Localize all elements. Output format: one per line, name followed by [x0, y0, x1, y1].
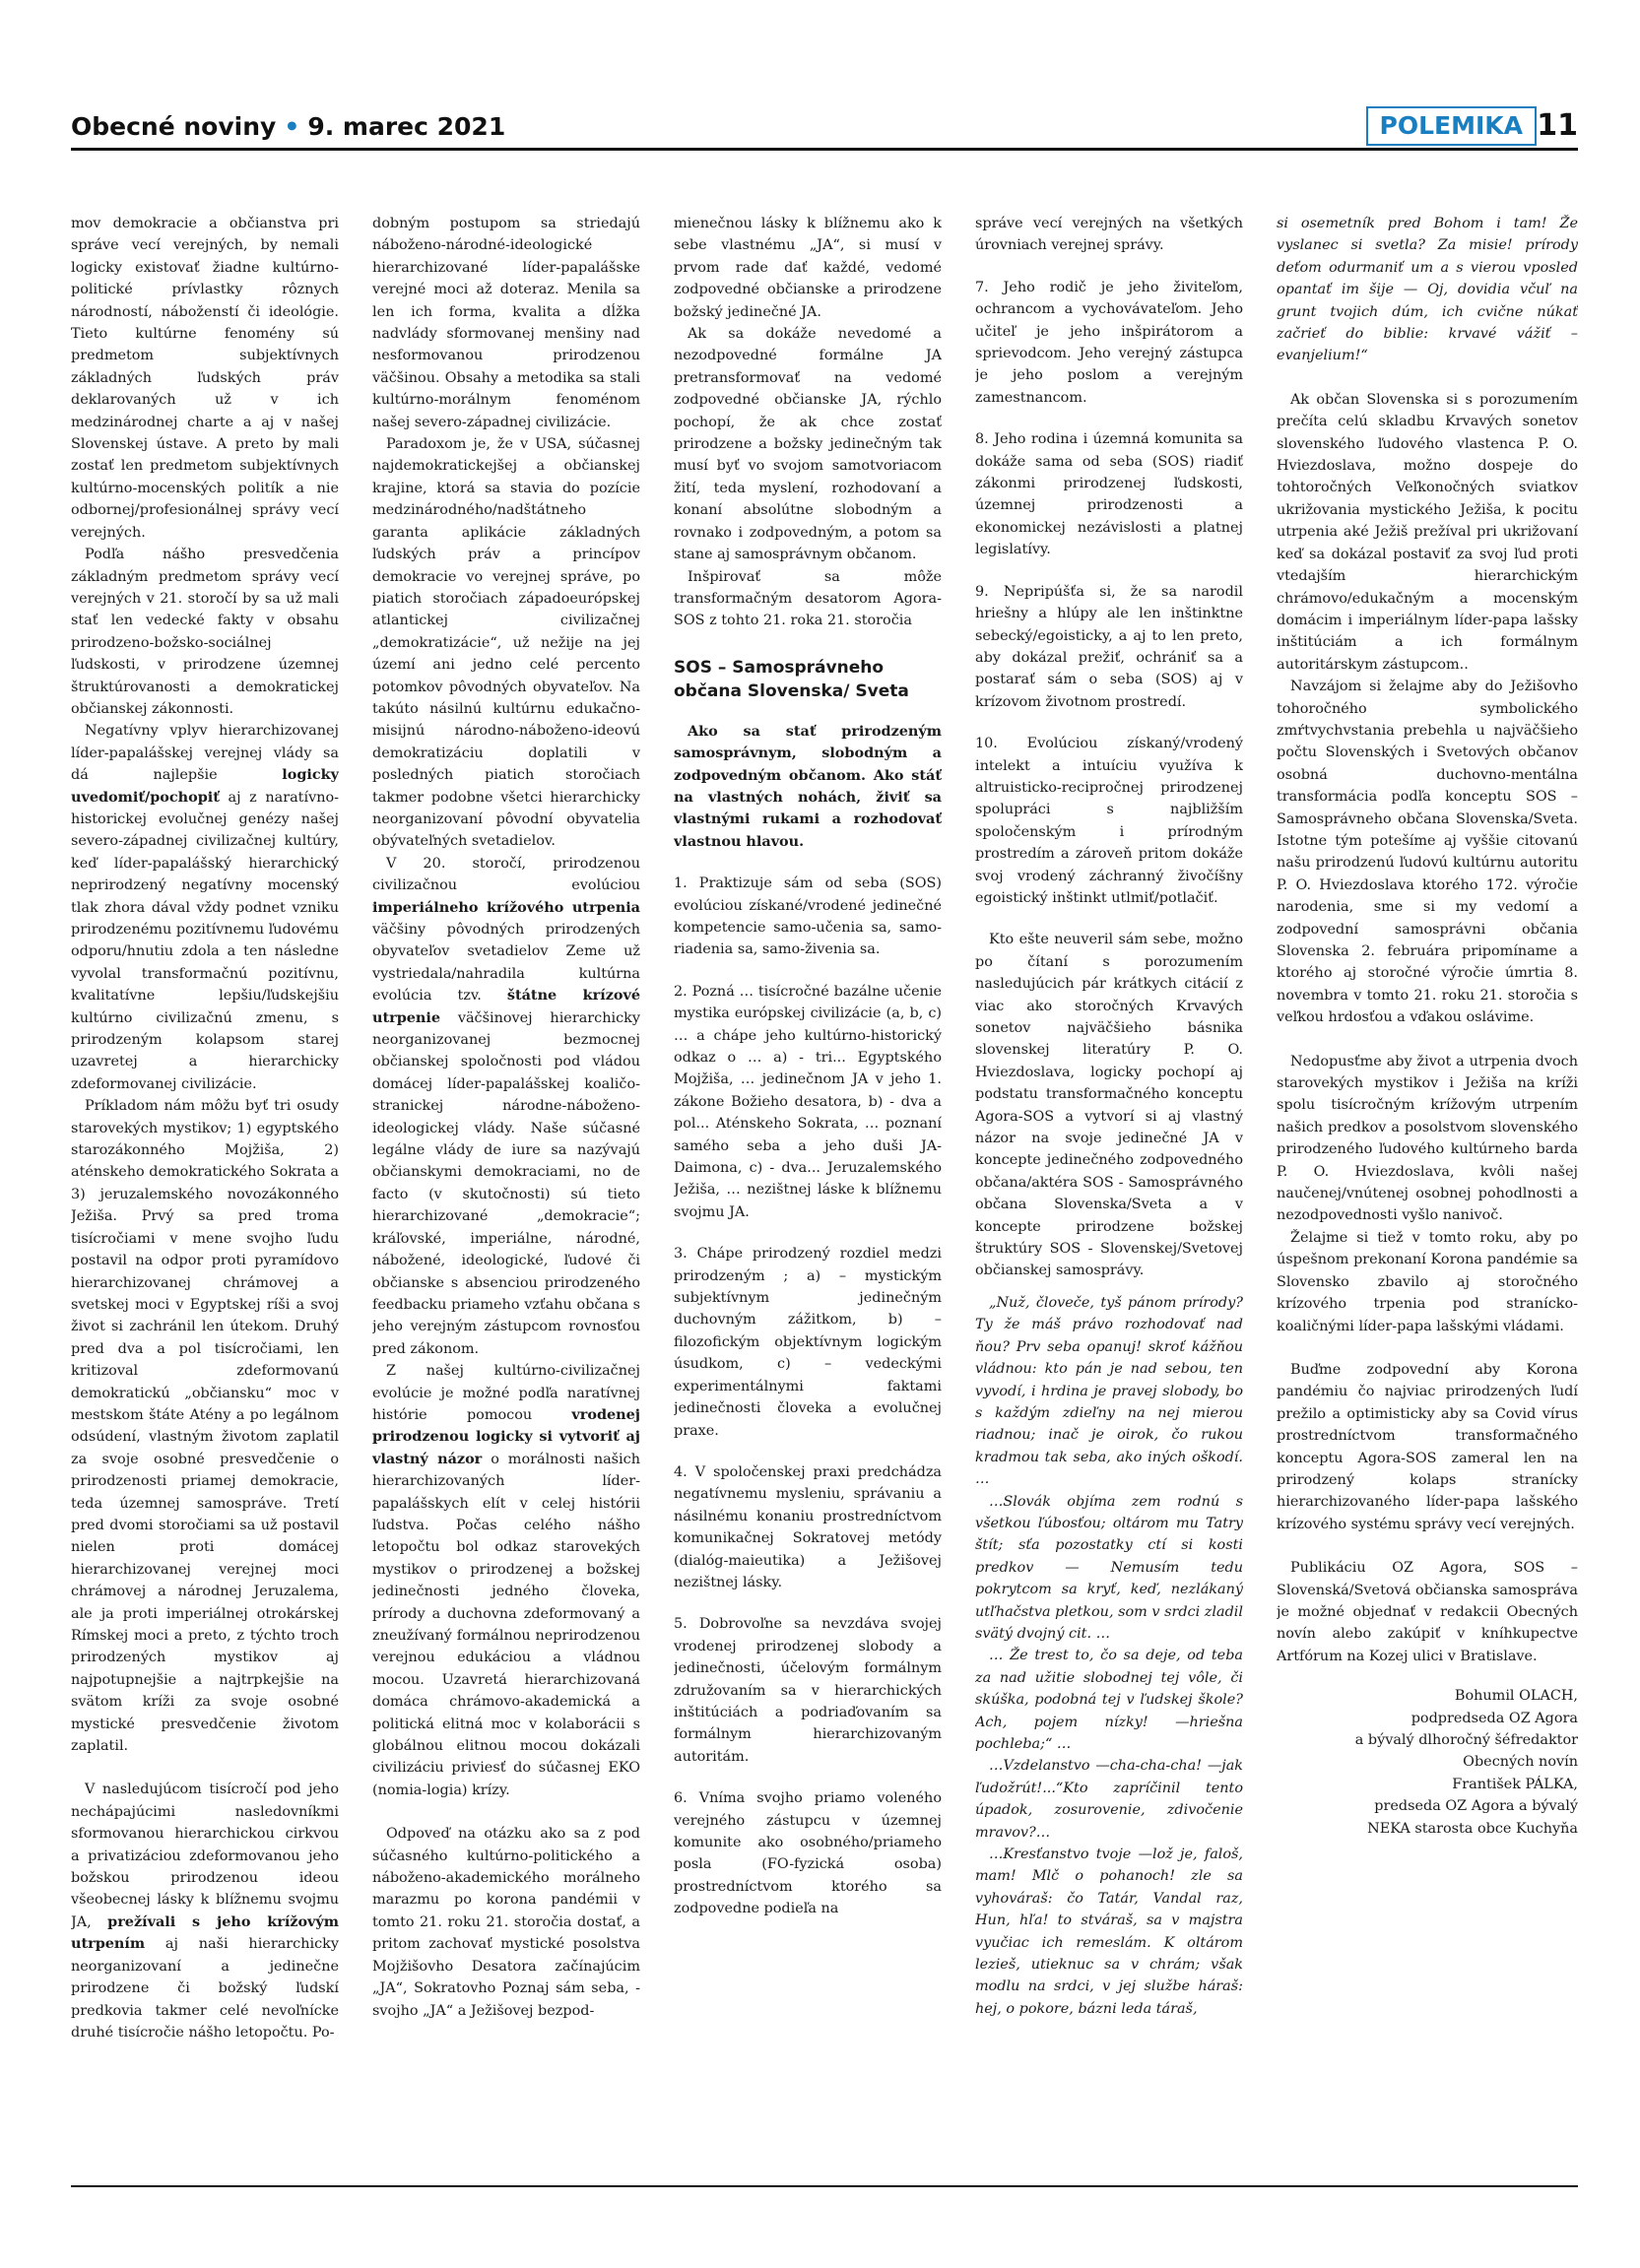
- list-item: 5. Dobrovoľne sa nevzdáva svojej vrodenej prirodzenej slobody a jedinečnosti, účelovým formálnym združovaním sa v hierarchických inštitúciách a podriaďovaním sa formálnym hierarchizovaným autoritám.: [674, 1616, 942, 1765]
- list-item: 8. Jeho rodina i územná komunita sa dokáže sama od seba (SOS) riadiť zákonmi prirodzenej ľudskosti, územnej prirodzenosti a ekonomickej nezávislosti a platnej legislatívy.: [975, 431, 1243, 558]
- list-item: správe vecí verejných na všetkých úrovniach verejnej správy.: [975, 216, 1243, 254]
- emphasis: štátne krízové utrpenie: [372, 987, 640, 1026]
- paragraph: Ak sa dokáže nevedomé a nezodpovedné formálne JA pretransformovať na vedomé zodpovedné občianske JA, rýchlo pochopí, že ak chce zostať prirodzene a božsky jedinečným tak musí byť vo svojom samotvoriacom žití, teda myslení, rozhodovaní a konaní absolútne slobodným a rovnako i zodpovedným, a potom sa stane aj samosprávnym občanom.: [674, 326, 942, 563]
- list-item: 9. Nepripúšťa si, že sa narodil hriešny a hlúpy ale len inštinktne sebecký/egoisticky, a aj to len preto, aby dokázal prežiť, ochrániť sa a postarať sám o seba (SOS) aj v krízovom životnom prostredí.: [975, 583, 1243, 710]
- bottom-rule: [71, 2185, 1578, 2187]
- quote: si osemetník pred Bohom i tam! Že vyslanec si svetla? Za misie! prírody deťom odurmaniť um a s vierou vposled opantať im šije — Oj, dovidia včuľ na grunt tvojich dúm, ich cvične núkať začrieť do biblie: krvavé vážiť – evanjelium!“: [1277, 216, 1578, 364]
- page-number: 11: [1537, 108, 1578, 143]
- signature-line: a bývalý dlhoročný šéfredaktor: [1354, 1732, 1578, 1748]
- quote: … Že trest to, čo sa deje, od teba za nad užitie slobodnej tej vôle, či skúška, podobná tej v ľudskej škole? Ach, pojem nízky! —hriešna pochleba;“ …: [975, 1648, 1243, 1752]
- paper-name: Obecné noviny: [71, 112, 277, 141]
- signature-line: Obecných novín: [1463, 1754, 1578, 1771]
- paragraph: V 20. storočí, prirodzenou civilizačnou evolúciou imperiálneho krížového utrpenia väčšiny pôvodných prirodzených obyvateľov svetadielov Zeme už vystriedala/nahradila kultúrna evolúcia tzv. štátne krízové utrpenie väčšinovej hierarchicky neorganizovanej bezmocnej občianskej spoločnosti pod vládou domácej líder-papalášskej koaličo-stranickej národne-náboženo-ideologickej vlády. Naše súčasné legálne vlády de iure sa nazývajú občianskymi demokraciami, no de facto (v skutočnosti) sú tieto hierarchizované „demokracie“; kráľovské, imperiálne, národné, nábožené, ideologické, ľudové či občianske s absenciou prirodzeného feedbacku priameho vzťahu občana s jeho verejným zástupcom rovnosťou pred zákonom.: [372, 855, 640, 1357]
- quote: „Nuž, človeče, tyš pánom prírody? Ty že máš právo rozhodovať nad ňou? Prv seba opanuj! skroť kážňou vládnou: kto pán je nad sebou, ten vyvodí, i hrdina je pravej slobody, bo s každým zdieľny na nej mierou riadnou; inač je oirok, čo rukou kradmou tak seba, ako iných oškodí. …: [975, 1294, 1243, 1488]
- paragraph: Z našej kultúrno-civilizačnej evolúcie je možné podľa naratívnej histórie pomocou vrodenej prirodzenou logicky si vytvoriť aj vlastný názor o morálnosti našich hierarchizovaných líder-papalášskych elít v celej histórii ľudstva. Počas celého nášho letopočtu bol odkaz starovekých mystikov o prirodzenej a božskej jedinečnosti jedného človeka, prírody a duchovna zdeformovaný a zneužívaný formálnou neprirodzenou verejnou edukáciou a vládnou mocou. Uzavretá hierarchizovaná domáca chrámovo-akademická a politická elitná moc v kolaborácii s globálnou elitnou mocou dokázali civilizáciu priviesť do súčasnej EKO (nomia-logia) krízy.: [372, 1363, 640, 1798]
- top-rule: [71, 148, 1578, 151]
- paragraph: dobným postupom sa striedajú náboženo-národné-ideologické hierarchizované líder-papalášske verejné moci až doteraz. Menila sa len ich forma, kvalita a dĺžka nadvlády sformovanej menšiny nad nesformovanou prirodzenou väčšinou. Obsahy a metodika sa stali kultúrno-morálnym fenoménom našej severo-západnej civilizácie.: [372, 216, 640, 430]
- paragraph: Paradoxom je, že v USA, súčasnej najdemokratickejšej a občianskej krajine, ktorá sa stavia do pozície medzinárodného/nadštátneho garanta aplikácie základných ľudských práv a princípov demokracie vo verejnej správe, po piatich storočiach západoeurópskej atlantickej civilizačnej „demokratizácie“, už nežije na jej území ani jedno celé percento potomkov pôvodných obyvateľov. Na takúto násilnú kultúrnu edukačno-misijnú národno-náboženo-ideovú demokratizáciu doplatili v posledných piatich storočiach takmer podobne všetci hierarchicky neorganizovaní pôvodní obyvatelia obývateľných svetadielov.: [372, 436, 640, 850]
- signature-line: František PÁLKA,: [1452, 1776, 1578, 1792]
- list-item: 6. Vníma svojho priamo voleného verejného zástupcu v územnej komunite ako osobného/priameho posla (FO-fyzická osoba) prostredníctvom ktorého sa zodpovedne podieľa na: [674, 1790, 942, 1917]
- list-item: 4. V spoločenskej praxi predchádza negatívnemu mysleniu, správaniu a násilnému konaniu prostredníctvom komunikačnej Sokratovej metódy (dialóg-maieutika) a Ježišovej nezištnej lásky.: [674, 1463, 942, 1590]
- signature-line: NEKA starosta obce Kuchyňa: [1367, 1820, 1578, 1837]
- separator-dot: •: [284, 112, 300, 141]
- section-label: POLEMIKA: [1366, 106, 1537, 146]
- paragraph: Navzájom si želajme aby do Ježišovho tohoročného symbolického zmŕtvychvstania prebehla u najväčšieho počtu Slovenských i Svetových občanov osobná duchovno-mentálna transformácia podľa konceptu SOS – Samosprávneho občana Slovenska/Sveta. Istotne tým potešíme aj vyššie citovanú našu prirodzenú ľudovú kultúrnu autoritu P. O. Hviezdoslava ktorého 172. výročie narodenia, sme si my vedomí a zodpovední samosprávni občania Slovenska 2. februára pripomíname a ktorého aj storočné výročie úmrtia 8. novembra v tomto 21. roku 21. storočia s veľkou hrdosťou a vďakou oslávime.: [1277, 679, 1578, 1026]
- paragraph: Ak občan Slovenska si s porozumením prečíta celú skladbu Krvavých sonetov slovenského ľudového vlastenca P. O. Hviezdoslava, možno dospeje do tohtoročných Veľkonočných sviatkov ukrižovania mystického Ježiša, k pocitu utrpenia aké Ježiš prežíval pri ukrižovaní keď sa dokázal postaviť za svoj ľud proti vtedajším hierarchickým chrámovo/edukačným a mocenským domácim i imperiálnym líder-papa lašsky inštitúciám a ich formálnym autoritárskym zástupcom..: [1277, 391, 1578, 673]
- signature-line: predseda OZ Agora a bývalý: [1374, 1798, 1578, 1815]
- paper-title: [71, 112, 505, 141]
- paragraph: Buďme zodpovední aby Korona pandémiu čo najviac prirodzených ľudí prežilo a optimisticky aby sa Covid vírus prostredníctvom transformačného konceptu Agora-SOS zameral len na prirodzený kolaps stranícky hierarchizovaného líder-papa lašského krízového systému správy vecí verejných.: [1277, 1361, 1578, 1532]
- paragraph: Nedopusťme aby život a utrpenia dvoch starovekých mystikov i Ježiša na kríži spolu tisícročným krížovým utrpením našich predkov a posolstvom slovenského prirodzeného ľudového kultúrneho barda P. O. Hviezdoslava, kvôli našej naučenej/vnútenej osobnej pohodlnosti a nezodpovednosti vyšlo nanivoč.: [1277, 1053, 1578, 1224]
- emphasis: logicky uvedomiť/pochopiť: [71, 766, 339, 806]
- quote: …Kresťanstvo tvoje —lož je, faloš, mam! Mlč o pohanoch! zle sa vyhováraš: čo Tatár, Vandal raz, Hun, hľa! to stváraš, sa v majstra vyučiac ich remeslám. K oltárom lezieš, utieknuc sa v chrám; však modlu na srdci, v jej službe háraš: hej, o pokore, bázni leda táraš,: [975, 1847, 1243, 2017]
- paragraph: Podľa nášho presvedčenia základným predmetom správy vecí verejných v 21. storočí by sa už mali stať len vedecké fakty v obsahu prirodzeno-božsko-sociálnej ľudskosti, v prirodzene územnej štruktúrovanosti a demokratickej občianskej zákonnosti.: [71, 547, 339, 717]
- list-item: 10. Evolúciou získaný/vrodený intelekt a intuíciu využíva k altruisticko-recipročnej prirodzenej spolupráci s najbližším spoločenským i prírodným prostredím a zároveň pritom dokáže svoj vrodený záchranný živočíšny egoistický inštinkt utlmiť/potlačiť.: [975, 736, 1243, 906]
- paragraph: Publikáciu OZ Agora, SOS – Slovenská/Svetová občianska samospráva je možné objednať v redakcii Obecných novín alebo zakúpiť v kníhkupectve Artfórum na Kozej ulici v Bratislave.: [1277, 1560, 1578, 1664]
- emphasis: prežívali s jeho krížovým utrpením: [71, 1912, 339, 1953]
- emphasis: vrodenej prirodzenou logicky si vytvoriť aj vlastný názor: [372, 1405, 640, 1467]
- paragraph: Negatívny vplyv hierarchizovanej líder-papalášskej verejnej vlády sa dá najlepšie logicky uvedomiť/pochopiť aj z naratívno-historickej evolučnej genézy našej severo-západnej civilizačnej kultúry, keď líder-papalášský hierarchický neprirodzený negatívny mocenský tlak zhora dával vždy podnet vzniku prirodzenému pozitívnemu ľudovému odporu/hnutiu zdola a ten následne vyvolal transformačnú pozitívnu, kvalitatívne lepšiu/ľudskejšiu kultúrno civilizačnú zmenu, s prirodzeným kolapsom starej uzavretej a hierarchicky zdeformovanej civilizácie.: [71, 723, 339, 1092]
- lead-paragraph: Ako sa stať prirodzeným samosprávnym, slobodným a zodpovedným občanom. Ako stáť na vlastných nohách, živiť sa vlastnými rukami a rozhodovať vlastnou hlavou.: [674, 722, 942, 850]
- signature-line: Bohumil OLACH,: [1454, 1688, 1578, 1705]
- list-item: 2. Pozná … tisícročné bazálne učenie mystika európskej civilizácie (a, b, c) … a chápe jeho kultúrno-historický odkaz o … a) - tri... Egyptského Mojžiša, … jedinečnom JA v jeho 1. zákone Božieho desatora, b) - dva a pol... Aténskeho Sokrata, … poznaní samého seba a jeho duši JA-Daimona, c) - dva... Jeruzalemského Ježiša, … nezištnej láske k blížnemu svojmu JA.: [674, 983, 942, 1220]
- paragraph: Želajme si tiež v tomto roku, aby po úspešnom prekonaní Korona pandémie sa Slovensko zbavilo aj storočného krízového trpenia pod stranícko-koaličnými líder-papa lašskými vládami.: [1277, 1229, 1578, 1334]
- list-item: 1. Praktizuje sám od seba (SOS) evolúciou získané/vrodené jedinečné kompetencie samo-učenia sa, samo-riadenia sa, samo-živenia sa.: [674, 875, 942, 958]
- column-1: [71, 213, 339, 2177]
- paragraph: Príkladom nám môžu byť tri osudy starovekých mystikov; 1) egyptského starozákonného Mojžiša, 2) aténskeho demokratického Sokrata a 3) jeruzalemského novozákonného Ježiša. Prvý sa pred troma tisícročiami v mene svojho ľudu postavil na odpor proti pyramídovo hierarchizovanej chrámovej a svetskej moci v Egyptskej ríši a svoj život si zachránil len útekom. Druhý pred dva a pol tisícročiami, len kritizoval zdeformovanú demokratickú „občiansku“ moc v mestskom štáte Atény a po legálnom odsúdení, vlastným životom zaplatil za svoje osobné presvedčenie o prirodzenosti priamej demokracie, teda územnej samospráve. Tretí pred dvomi storočiami sa už postavil nielen proti domácej hierarchizovanej verejnej moci chrámovej a národnej Jeruzalema, ale ja proti imperiálnej otrokárskej Rímskej moci a preto, z týchto troch prirodzených mystikov aj najpotupnejšie a najtrpkejšie na svätom kríži za svoje osobné mystické presvedčenie životom zaplatil.: [71, 1098, 339, 1755]
- paragraph: mienečnou lásky k blížnemu ako k sebe vlastnému „JA“, si musí v prvom rade dať každé, vedomé zodpovedné občianske a prirodzene božský jedinečné JA.: [674, 216, 942, 320]
- column-2: [372, 213, 640, 2177]
- column-3: [674, 213, 942, 2177]
- paragraph: Inšpirovať sa môže transformačným desatorom Agora-SOS z tohto 21. roka 21. storočia: [674, 568, 942, 629]
- paragraph: V nasledujúcom tisícročí pod jeho nechápajúcimi nasledovníkmi sformovanou hierarchickou cirkvou a privatizáciou zdeformovanou jeho božskou prirodzenou ideou všeobecnej lásky k blížnemu svojmu JA, prežívali s jeho krížovým utrpením aj naši hierarchicky neorganizovaní a jedinečne prirodzene či božský ľudskí predkovia takmer celé nevoľnícke druhé tisícročie nášho letopočtu. Po-: [71, 1782, 339, 2041]
- quote: …Slovák objíma zem rodnú s všetkou ľúbosťou; oltárom mu Tatry štít; sťa pozostatky ctí si kosti predkov — Nemusím tedu pokrytcom sa kryť, keď, nezlákaný utľhačstva pletkou, som v srdci zladil svätý dvojný cit. …: [975, 1493, 1243, 1642]
- paragraph: mov demokracie a občianstva pri správe vecí verejných, by nemali logicky existovať žiadne kultúrno-politické prívlastky rôznych národností, náboženstí či ideológie. Tieto kultúrne fenomény sú predmetom subjektívnych základných ľudských práv deklarovaných už v ich medzinárodnej charte a aj v našej Slovenskej ústave. A preto by mali zostať len predmetom subjektívnych kultúrno-mocenských politík a nie odbornej/profesionálnej správy vecí verejných.: [71, 216, 339, 541]
- list-item: 7. Jeho rodič je jeho živiteľom, ochrancom a vychovávateľom. Jeho učiteľ je jeho inšpirátorom a sprievodcom. Jeho verejný zástupca je jeho poslom a verejným zamestnancom.: [975, 279, 1243, 406]
- signature-line: podpredseda OZ Agora: [1410, 1710, 1578, 1726]
- issue-date: 9. marec 2021: [307, 112, 506, 141]
- masthead: [71, 106, 1578, 150]
- column-4: [975, 213, 1243, 2177]
- list-item: 3. Chápe prirodzený rozdiel medzi prirodzeným ; a) – mystickým subjektívnym jedinečným duchovným zážitkom, b) – filozofickým objektívnym logickým úsudkom, c) – vedeckými experimentálnymi faktami jedinečnosti človeka a evolučnej praxe.: [674, 1246, 942, 1439]
- column-5: [1277, 213, 1578, 2177]
- quote: …Vzdelanstvo —cha-cha-cha! —jak ľudožrút!...“Kto zapríčinil tento úpadok, zosurovenie, zdivočenie mravov?…: [975, 1758, 1243, 1841]
- paragraph: Odpoveď na otázku ako sa z pod súčasného kultúrno-politického a náboženo-akademického morálneho marazmu po korona pandémii v tomto 21. roku 21. storočia dostať, a pritom zachovať mystické posolstva Mojžišovho Desatora začínajúcim „JA“, Sokratovho Poznaj sám seba, - svojho „JA“ a Ježišovej bezpod-: [372, 1826, 640, 2019]
- paragraph: Kto ešte neuveril sám sebe, možno po čítaní s porozumením nasledujúcich pár krátkych citácií z viac ako storočných Krvavých sonetov najväčšieho básnika slovenskej literatúry P. O. Hviezdoslava, logicky pochopí aj podstatu transformačného konceptu Agora-SOS a vytvorí si aj vlastný názor na svoje jedinečné JA v koncepte jedinečného zodpovedného občana/aktéra SOS - Samosprávného občana Slovenska/Sveta a v koncepte prirodzene božskej štruktúry SOS - Slovenskej/Svetovej občianskej samosprávy.: [975, 932, 1243, 1279]
- section-heading: SOS – Samosprávneho občana Slovenska/ Sveta: [674, 657, 909, 701]
- emphasis: imperiálneho krížového utrpenia: [372, 898, 640, 916]
